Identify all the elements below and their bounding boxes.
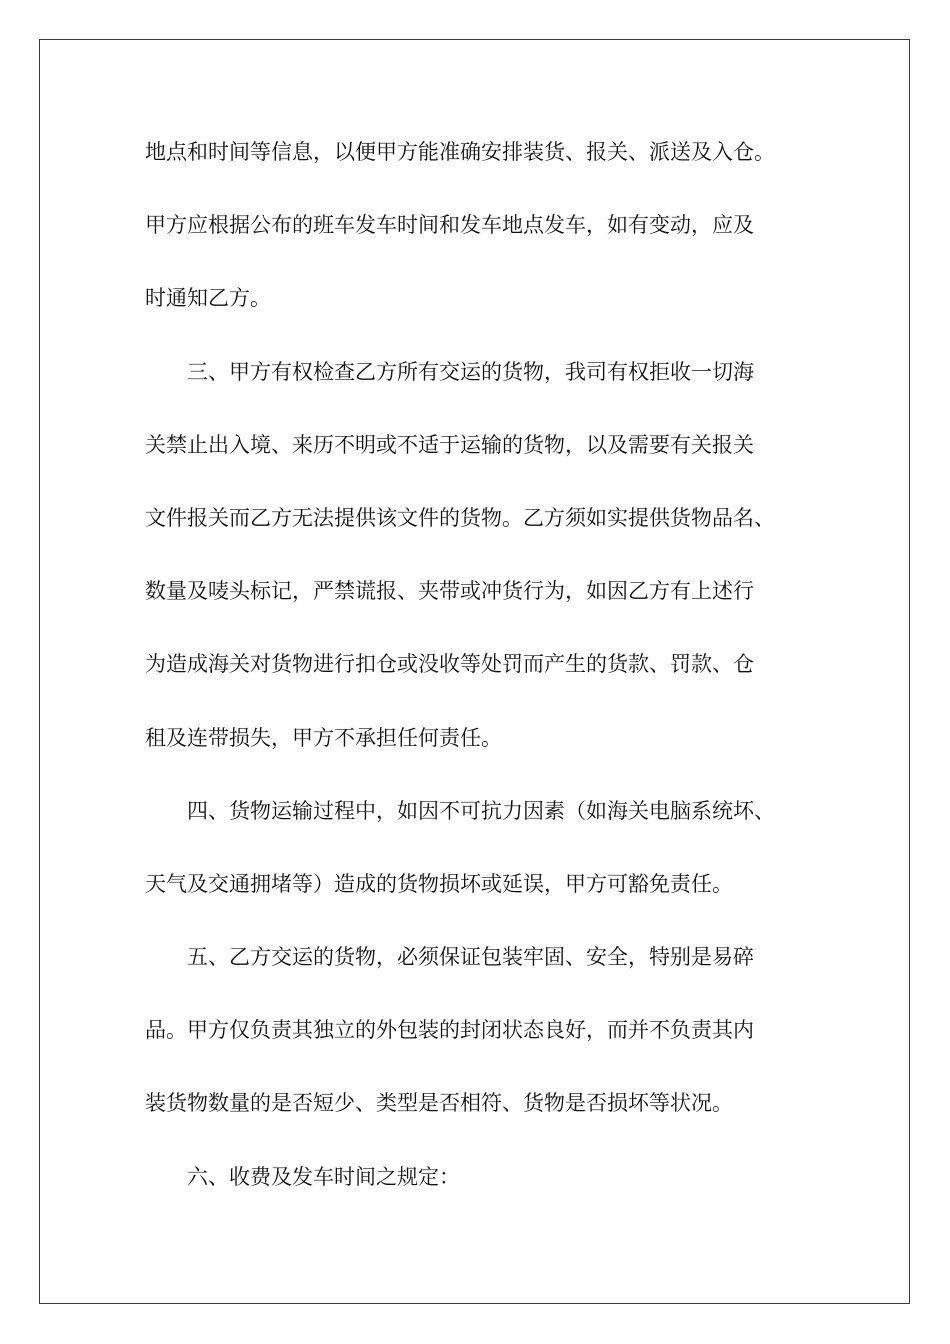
paragraph-three-start: 三、甲方有权检查乙方所有交运的货物，我司有权拒收一切海: [187, 359, 754, 384]
text-line: 天气及交通拥堵等）造成的货物损坏或延误，甲方可豁免责任。: [145, 871, 733, 896]
text-line: 文件报关而乙方无法提供该文件的货物。乙方须如实提供货物品名、: [145, 505, 775, 530]
text-line: 租及连带损失，甲方不承担任何责任。: [145, 725, 502, 750]
text-line: 地点和时间等信息，以便甲方能准确安排装货、报关、派送及入仓。: [145, 140, 775, 164]
text-line: 时通知乙方。: [145, 286, 271, 311]
text-line: 甲方应根据公布的班车发车时间和发车地点发车，如有变动，应及: [145, 213, 754, 238]
text-line: 关禁止出入境、来历不明或不适于运输的货物，以及需要有关报关: [145, 432, 754, 457]
text-line: 装货物数量的是否短少、类型是否相符、货物是否损坏等状况。: [145, 1091, 733, 1116]
paragraph-five-start: 五、乙方交运的货物，必须保证包装牢固、安全，特别是易碎: [187, 945, 754, 970]
text-line: 为造成海关对货物进行扣仓或没收等处罚而产生的货款、罚款、仓: [145, 652, 754, 677]
document-body: [145, 116, 817, 1214]
paragraph-four-start: 四、货物运输过程中，如因不可抗力因素（如海关电脑系统坏、: [187, 798, 775, 823]
text-line: 数量及唛头标记，严禁谎报、夹带或冲货行为，如因乙方有上述行: [145, 579, 754, 604]
paragraph-six-heading: 六、收费及发车时间之规定：: [187, 1164, 460, 1189]
text-line: 品。甲方仅负责其独立的外包装的封闭状态良好，而并不负责其内: [145, 1018, 754, 1043]
